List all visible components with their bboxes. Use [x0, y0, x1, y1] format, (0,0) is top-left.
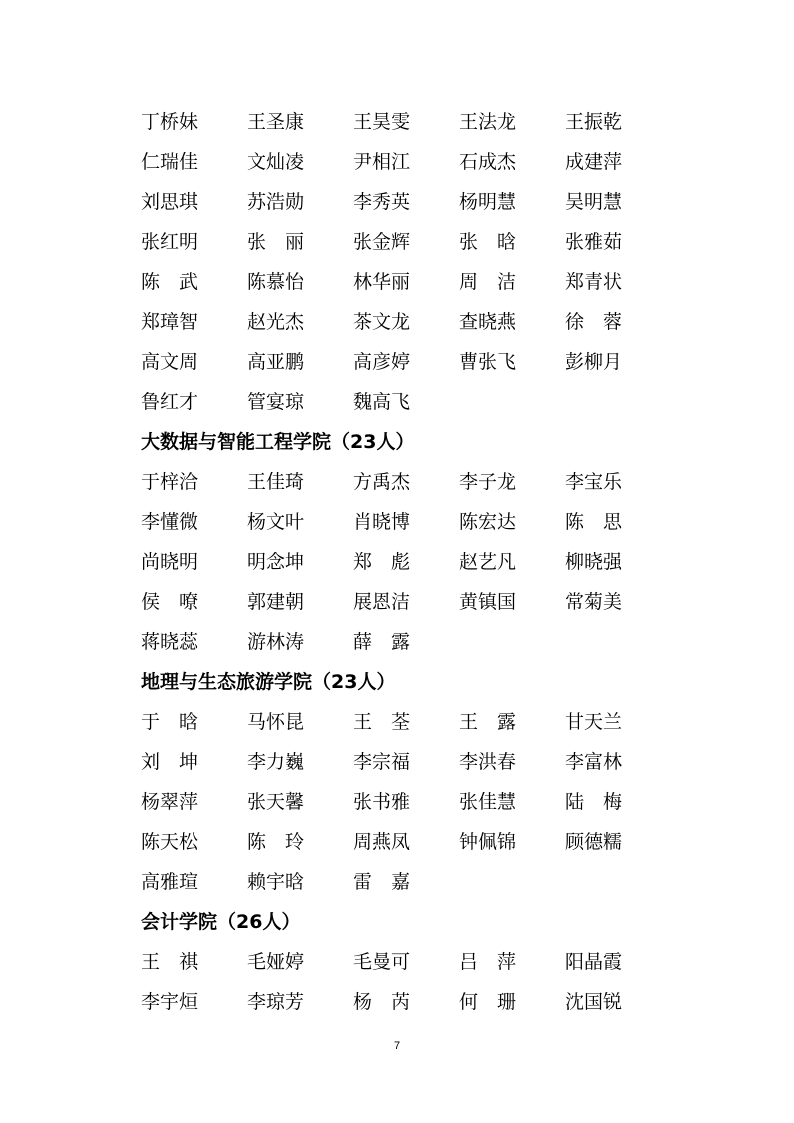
person-name: 明念坤 [247, 550, 305, 573]
person-name: 张佳慧 [459, 790, 517, 813]
person-name: 甘天兰 [565, 710, 623, 733]
person-name: 王振乾 [565, 110, 623, 133]
person-name: 游林涛 [247, 630, 305, 653]
person-name: 仁瑞佳 [141, 150, 199, 173]
person-name: 高雅瑄 [141, 870, 199, 893]
person-name: 陈宏达 [459, 510, 517, 533]
person-name: 李琼芳 [247, 990, 305, 1013]
person-name: 刘 坤 [141, 750, 199, 773]
person-name: 曹张飞 [459, 350, 517, 373]
person-name: 林华丽 [353, 270, 411, 293]
person-name: 赖宇晗 [247, 870, 305, 893]
person-name: 张 晗 [459, 230, 517, 253]
person-name: 查晓燕 [459, 310, 517, 333]
person-name: 管宴琼 [247, 390, 305, 413]
person-name: 王 荃 [353, 710, 411, 733]
person-name: 顾德糯 [565, 830, 623, 853]
person-name: 李洪春 [459, 750, 517, 773]
person-name: 李富林 [565, 750, 623, 773]
person-name: 张书雅 [353, 790, 411, 813]
person-name: 李宇烜 [141, 990, 199, 1013]
person-name: 张雅茹 [565, 230, 623, 253]
person-name: 尚晓明 [141, 550, 199, 573]
person-name: 尹相江 [353, 150, 411, 173]
person-name: 李秀英 [353, 190, 411, 213]
person-name: 杨翠萍 [141, 790, 199, 813]
name-row [141, 460, 661, 500]
person-name: 侯 嘹 [141, 590, 199, 613]
person-name: 张天馨 [247, 790, 305, 813]
person-name: 陈慕怡 [247, 270, 305, 293]
person-name: 吴明慧 [565, 190, 623, 213]
page-number: 7 [393, 1040, 401, 1052]
person-name: 苏浩勋 [247, 190, 305, 213]
name-list-document [141, 100, 661, 1020]
person-name: 王法龙 [459, 110, 517, 133]
person-name: 陈 思 [565, 510, 623, 533]
section-heading: 会计学院（26人） [141, 910, 301, 933]
person-name: 李宝乐 [565, 470, 623, 493]
person-name: 周 洁 [459, 270, 517, 293]
name-row [141, 980, 661, 1020]
person-name: 何 珊 [459, 990, 517, 1013]
person-name: 赵光杰 [247, 310, 305, 333]
person-name: 石成杰 [459, 150, 517, 173]
person-name: 杨明慧 [459, 190, 517, 213]
person-name: 柳晓强 [565, 550, 623, 573]
name-row [141, 580, 661, 620]
person-name: 肖晓博 [353, 510, 411, 533]
name-row [141, 340, 661, 380]
person-name: 徐 蓉 [565, 310, 623, 333]
person-name: 王 祺 [141, 950, 199, 973]
person-name: 毛曼可 [353, 950, 411, 973]
person-name: 郑 彪 [353, 550, 411, 573]
name-row [141, 620, 661, 660]
person-name: 张 丽 [247, 230, 305, 253]
person-name: 李力巍 [247, 750, 305, 773]
person-name: 陆 梅 [565, 790, 623, 813]
person-name: 郑璋智 [141, 310, 199, 333]
name-row [141, 940, 661, 980]
name-row [141, 100, 661, 140]
person-name: 于 晗 [141, 710, 199, 733]
person-name: 王昊雯 [353, 110, 411, 133]
person-name: 王 露 [459, 710, 517, 733]
name-row [141, 860, 661, 900]
person-name: 李懂微 [141, 510, 199, 533]
person-name: 陈天松 [141, 830, 199, 853]
name-row [141, 740, 661, 780]
section-heading: 地理与生态旅游学院（23人） [141, 670, 396, 693]
section-heading: 大数据与智能工程学院（23人） [141, 430, 415, 453]
name-row [141, 220, 661, 260]
person-name: 马怀昆 [247, 710, 305, 733]
person-name: 张金辉 [353, 230, 411, 253]
person-name: 于梓洽 [141, 470, 199, 493]
person-name: 陈 玲 [247, 830, 305, 853]
person-name: 张红明 [141, 230, 199, 253]
name-row [141, 700, 661, 740]
person-name: 黄镇国 [459, 590, 517, 613]
name-row [141, 820, 661, 860]
person-name: 杨文叶 [247, 510, 305, 533]
person-name: 王圣康 [247, 110, 305, 133]
person-name: 杨 芮 [353, 990, 411, 1013]
person-name: 展恩洁 [353, 590, 411, 613]
person-name: 王佳琦 [247, 470, 305, 493]
person-name: 钟佩锦 [459, 830, 517, 853]
person-name: 郭建朝 [247, 590, 305, 613]
person-name: 彭柳月 [565, 350, 623, 373]
person-name: 李子龙 [459, 470, 517, 493]
person-name: 高亚鹏 [247, 350, 305, 373]
person-name: 茶文龙 [353, 310, 411, 333]
person-name: 蒋晓蕊 [141, 630, 199, 653]
person-name: 常菊美 [565, 590, 623, 613]
person-name: 成建萍 [565, 150, 623, 173]
person-name: 沈国锐 [565, 990, 623, 1013]
person-name: 文灿凌 [247, 150, 305, 173]
person-name: 鲁红才 [141, 390, 199, 413]
name-row [141, 500, 661, 540]
person-name: 周燕凤 [353, 830, 411, 853]
name-row [141, 780, 661, 820]
person-name: 雷 嘉 [353, 870, 411, 893]
person-name: 薛 露 [353, 630, 411, 653]
person-name: 高彦婷 [353, 350, 411, 373]
person-name: 李宗福 [353, 750, 411, 773]
name-row [141, 380, 661, 420]
person-name: 丁桥妹 [141, 110, 199, 133]
person-name: 陈 武 [141, 270, 199, 293]
person-name: 刘思琪 [141, 190, 199, 213]
person-name: 高文周 [141, 350, 199, 373]
name-row [141, 180, 661, 220]
person-name: 赵艺凡 [459, 550, 517, 573]
name-row [141, 140, 661, 180]
person-name: 郑青状 [565, 270, 623, 293]
person-name: 阳晶霞 [565, 950, 623, 973]
person-name: 魏高飞 [353, 390, 411, 413]
name-row [141, 260, 661, 300]
name-row [141, 300, 661, 340]
person-name: 方禹杰 [353, 470, 411, 493]
person-name: 吕 萍 [459, 950, 517, 973]
person-name: 毛娅婷 [247, 950, 305, 973]
name-row [141, 540, 661, 580]
